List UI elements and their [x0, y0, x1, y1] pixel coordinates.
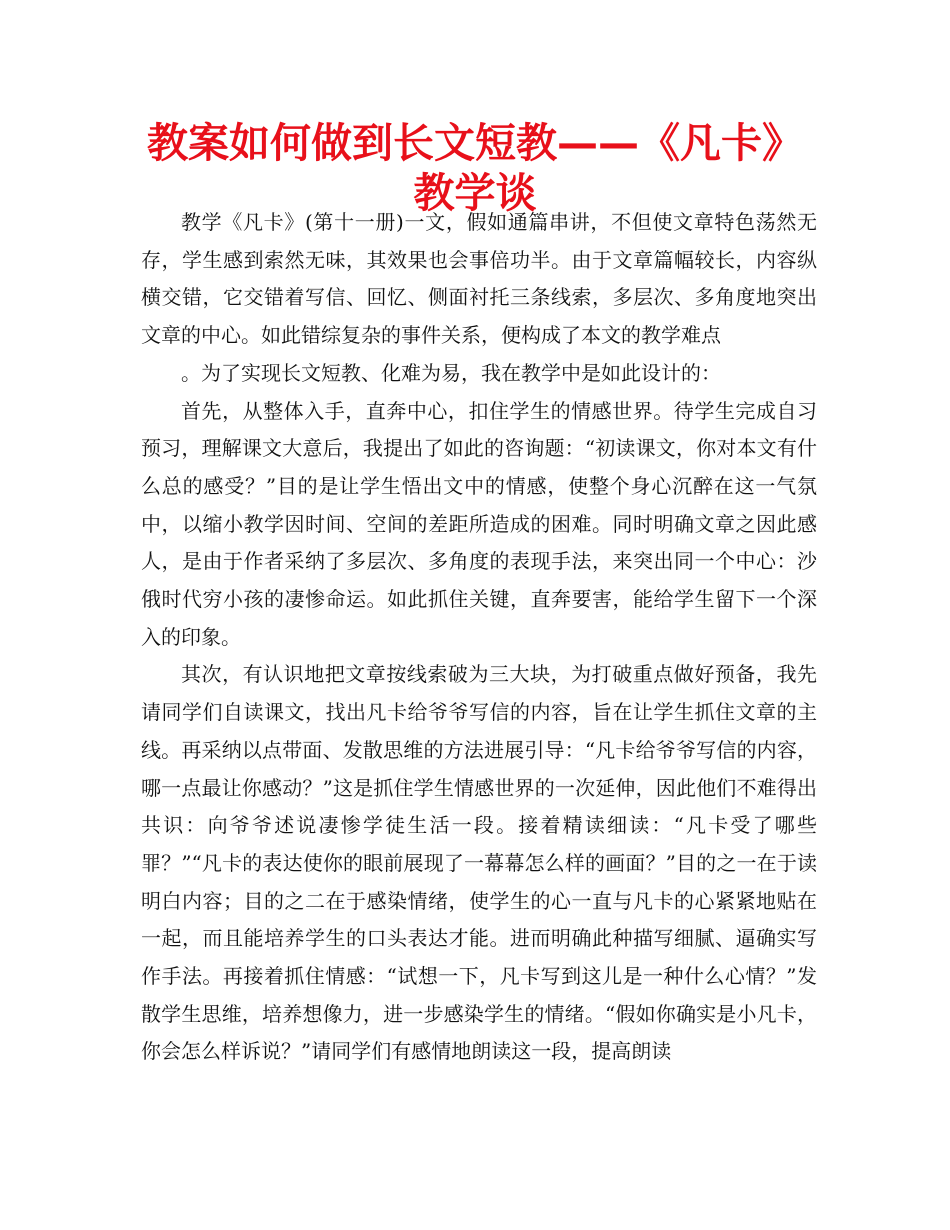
paragraph-2: 。为了实现长文短教、化难为易，我在教学中是如此设计的： — [181, 360, 721, 385]
paragraph-4: 其次，有认识地把文章按线索破为三大块，为打破重点做好预备，我先请同学们自读课文，找出凡卡给爷爷写信的内容，旨在让学生抓住文章的主线。再采纳以点带面、发散思维的方法进展引导：“凡卡给爷爷写信的内容，哪一点最让你感动？”这是抓住学生情感世界的一次延伸，因此他们不难得出共识：向爷爷述说凄惨学徒生活一段。接着精读细读：“凡卡受了哪些罪？”“凡卡的表达使你的眼前展现了一幕幕怎么样的画面？”目的之一在于读明白内容；目的之二在于感染情绪，使学生的心一直与凡卡的心紧紧地贴在一起，而且能培养学生的口头表达才能。进而明确此种描写细腻、逼确实写作手法。再接着抓住情感：“试想一下，凡卡写到这儿是一种什么心情？”发散学生思维，培养想像力，进一步感染学生的情绪。“假如你确实是小凡卡，你会怎么样诉说？”请同学们有感情地朗读这一段，提高朗读 — [141, 662, 817, 1064]
document-title: 教案如何做到长文短教——《凡卡》教学谈 — [147, 119, 803, 217]
paragraph-3: 首先，从整体入手，直奔中心，扣住学生的情感世界。待学生完成自习预习，理解课文大意后，我提出了如此的咨询题：“初读课文，你对本文有什么总的感受？”目的是让学生悟出文中的情感，使整个身心沉醉在这一气氛中，以缩小教学因时间、空间的差距所造成的困难。同时明确文章之因此感人，是由于作者采纳了多层次、多角度的表现手法，来突出同一个中心：沙俄时代穷小孩的凄惨命运。如此抓住关键，直奔要害，能给学生留下一个深入的印象。 — [141, 398, 817, 649]
document-body — [141, 204, 817, 1071]
paragraph-1: 教学《凡卡》(第十一册)一文，假如通篇串讲，不但使文章特色荡然无存，学生感到索然无味，其效果也会事倍功半。由于文章篇幅较长，内容纵横交错，它交错着写信、回忆、侧面衬托三条线索，多层次、多角度地突出文章的中心。如此错综复杂的事件关系，便构成了本文的教学难点 — [141, 210, 817, 348]
